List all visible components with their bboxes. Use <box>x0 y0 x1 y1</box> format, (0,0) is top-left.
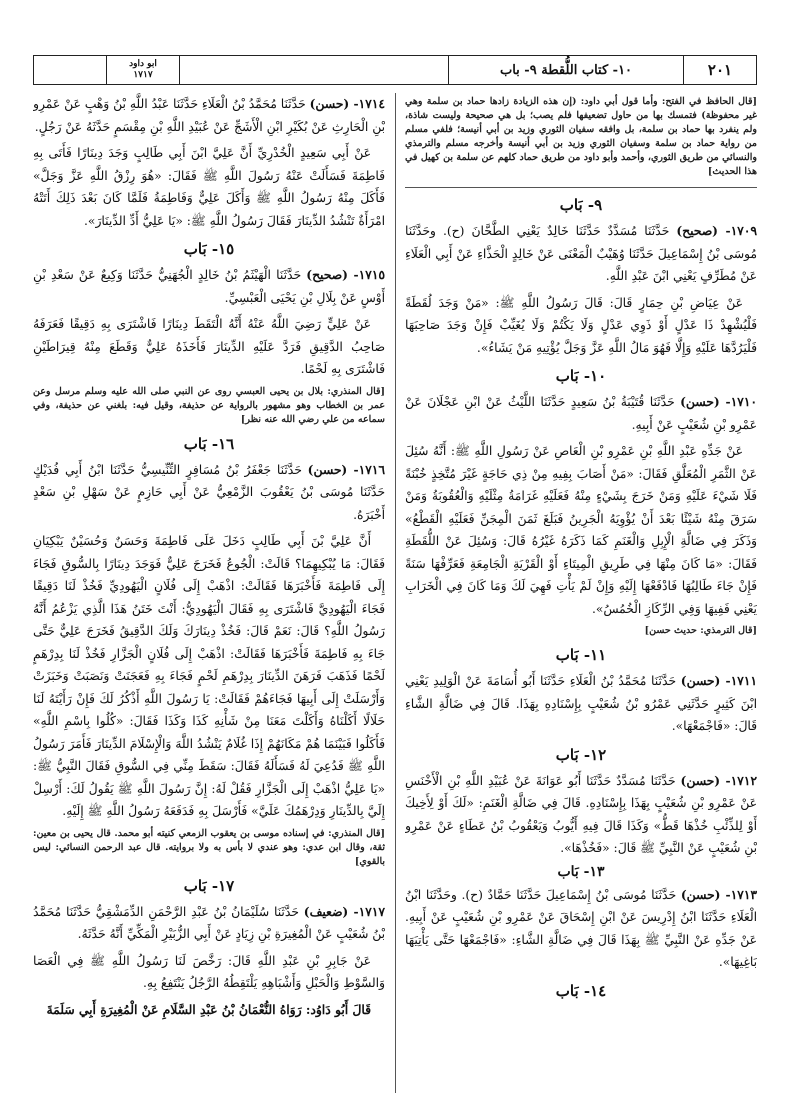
hadith-1712 <box>405 770 757 860</box>
source-name: ابو داود <box>129 59 157 69</box>
hadith-number: ١٧١٣- (حسن) <box>680 886 757 902</box>
chapter-title: ١٠- كتاب اللُّقطة ٩- باب <box>448 56 683 84</box>
hadith-text: عَنْ أَبِي سَعِيدٍ الْخُدْرِيِّ أَنَّ عَلِيَّ ابْنَ أَبِي طَالِبٍ وَجَدَ دِينَارًا فَأَتَى بِهِ فَاطِمَةَ فَسَأَلَتْ عَنْهُ رَسُولَ اللَّهِ ﷺ فَقَالَ: «هُوَ رِزْقُ اللَّهِ عَزَّ وَجَلَّ» فَأَكَلَ مِنْهُ رَسُولُ اللَّهِ ﷺ وَأَكَلَ عَلِيٌّ وَفَاطِمَةُ فَلَمَّا كَانَ بَعْدَ ذَلِكَ أَتَتْهُ امْرَأَةٌ تَنْشُدُ الدِّينَارَ فَقَالَ رَسُولُ اللَّهِ ﷺ: «يَا عَلِيُّ أَدِّ الدِّينَارَ». <box>33 146 385 228</box>
hadith-1717 <box>33 901 385 946</box>
right-column <box>405 93 757 1093</box>
footnote-mundhiri: [قال المنذري: بلال بن يحيى العبسي روى عن النبي صلى الله عليه وسلم مرسل وعن عمر بن الخطاب وهو مشهور بالرواية عن حذيفة، وقيل فيه: بلغني عن حذيفة، وفي سماعه من علي رضي الله عنه نظر] <box>33 385 385 425</box>
hadith-chain: حَدَّثَنَا سُلَيْمَانُ بْنُ عَبْدِ الرَّحْمَنِ الدِّمَشْقِيُّ حَدَّثَنَا مُحَمَّدُ بْنُ شُعَيْبٍ عَنْ الْمُغِيرَةِ بْنِ زِيَادٍ عَنْ أَبِي الزُّبَيْرِ الْمَكِّيِّ أَنَّهُ حَدَّثَهُ. <box>33 904 385 941</box>
chapter-heading-15: ١٥- بَاب <box>183 240 235 258</box>
page-header <box>33 55 757 85</box>
hadith-number: ١٧١٠- (حسن) <box>680 394 757 409</box>
hadith-number: ١٧١٢- (حسن) <box>680 772 757 788</box>
chapter-heading-17: ١٧- بَاب <box>183 876 235 895</box>
hadith-number: ١٧١٧- (ضعيف) <box>303 903 385 919</box>
hadith-text: عَنْ جَدِّهِ عَبْدِ اللَّهِ بْنِ عَمْرِو بْنِ الْعَاصِ عَنْ رَسُولِ اللَّهِ ﷺ: أَنَّهُ سُئِلَ عَنْ الثَّمَرِ الْمُعَلَّقِ فَقَالَ: «مَنْ أَصَابَ بِفِيهِ مِنْ ذِي حَاجَةٍ غَيْرَ مُتَّخِذٍ خُبْنَةً فَلَا شَيْءَ عَلَيْهِ وَمَنْ خَرَجَ بِشَيْءٍ مِنْهُ فَعَلَيْهِ غَرَامَةُ مِثْلَيْهِ وَالْعُقُوبَةُ وَمَنْ سَرَقَ مِنْهُ شَيْئًا بَعْدَ أَنْ يُؤْوِيَهُ الْجَرِينُ فَبَلَغَ ثَمَنَ الْمِجَنِّ فَعَلَيْهِ الْقَطْعُ» وَذَكَرَ فِي ضَالَّةِ الْإِبِلِ وَالْغَنَمِ كَمَا ذَكَرَهُ غَيْرُهُ قَالَ: وَسُئِلَ عَنْ اللُّقَطَةِ فَقَالَ: «مَا كَانَ مِنْهَا فِي طَرِيقِ الْمِيتَاءِ أَوْ الْقَرْيَةِ الْجَامِعَةِ فَعَرِّفْهَا سَنَةً فَإِنْ جَاءَ طَالِبُهَا فَادْفَعْهَا إِلَيْهِ وَإِنْ لَمْ يَأْتِ فَهِيَ لَكَ وَمَا كَانَ فِي الْخَرَابِ يَعْنِي فَفِيهَا وَفِي الرِّكَازِ الْخُمُسُ». <box>405 444 757 616</box>
chapter-heading-16: ١٦- بَاب <box>183 434 235 453</box>
hadith-chain: حَدَّثَنَا مُحَمَّدُ بْنُ الْعَلَاءِ حَدَّثَنَا عَبْدُ اللَّهِ بْنُ وَهْبٍ عَنْ عَمْرِو بْنِ الْحَارِثِ عَنْ بُكَيْرِ ابْنِ الْأَشَجِّ عَنْ عُبَيْدِ اللَّهِ بْنِ مِقْسَمٍ حَدَّثَهُ عَنْ رَجُلٍ. <box>33 97 385 134</box>
hadith-number: ١٧١٥- (صحيح) <box>306 267 385 282</box>
chapter-heading-10: ١٠- بَاب <box>555 367 607 385</box>
footnote-mundhiri-2: [قال المنذري: في إسناده موسى بن يعقوب الزمعي كنيته أبو محمد. قال يحيى بن معين: ثقة، وقال ابن عدي: وهو عندي لا بأس به ولا بروايته. قال عبد الرحمن النسائي: ليس بالقوي] <box>33 827 385 867</box>
footnote-tirmidhi: [قال الترمذي: حديث حسن] <box>644 625 757 636</box>
divider-rule <box>405 187 757 188</box>
hadith-1714 <box>33 93 385 138</box>
header-corner-cell <box>34 56 106 84</box>
chapter-heading-14: ١٤- بَاب <box>555 981 607 1000</box>
chapter-heading-11: ١١- بَاب <box>555 646 607 664</box>
source-number: ١٧١٧ <box>133 70 153 80</box>
hadith-1710 <box>405 391 757 436</box>
hadith-text: عَنْ جَابِرِ بْنِ عَبْدِ اللَّهِ قَالَ: رَخَّصَ لَنَا رَسُولُ اللَّهِ ﷺ فِي الْعَصَا وَالسَّوْطِ وَالْحَبْلِ وَأَشْبَاهِهِ يَلْتَقِطُهُ الرَّجُلُ يَنْتَفِعُ بِهِ. <box>33 953 385 990</box>
hadith-number: ١٧٠٩- (صحيح) <box>676 223 757 238</box>
hadith-chain: حَدَّثَنَا مُسَدَّدٌ حَدَّثَنَا أَبُو عَوَانَةَ عَنْ عُبَيْدِ اللَّهِ بْنِ الْأَخْنَسِ عَنْ عَمْرِو بْنِ شُعَيْبٍ بِهَذَا بِإِسْنَادِهِ. قَالَ فِي ضَالَّةِ الْغَنَمِ: «لَكَ أَوْ لِأَخِيكَ أَوْ لِلذِّئْبِ خُذْهَا قَطُّ» وَكَذَا قَالَ فِيهِ أَيُّوبُ وَيَعْقُوبُ بْنُ عَطَاءٍ عَنْ عَمْرِو بْنِ شُعَيْبٍ عَنْ النَّبِيِّ ﷺ قَالَ: «فَخُذْهَا». <box>405 773 757 855</box>
page-number: ٢٠١ <box>683 56 756 84</box>
hadith-text: أَنَّ عَلِيَّ بْنَ أَبِي طَالِبٍ دَخَلَ عَلَى فَاطِمَةَ وَحَسَنٌ وَحُسَيْنٌ يَبْكِيَانِ فَقَالَ: مَا يُبْكِيهِمَا؟ قَالَتْ: الْجُوعُ فَخَرَجَ عَلِيٌّ فَوَجَدَ دِينَارًا بِالسُّوقِ فَجَاءَ إِلَى فَاطِمَةَ فَأَخْبَرَهَا فَقَالَتْ: اذْهَبْ إِلَى فُلَانٍ الْيَهُودِيِّ فَخُذْ لَنَا دَقِيقًا فَجَاءَ الْيَهُودِيَّ فَاشْتَرَى بِهِ فَقَالَ الْيَهُودِيُّ: أَنْتَ خَتَنُ هَذَا الَّذِي يَزْعُمُ أَنَّهُ رَسُولُ اللَّهِ؟ قَالَ: نَعَمْ قَالَ: فَخُذْ دِينَارَكَ وَلَكَ الدَّقِيقُ فَخَرَجَ عَلِيٌّ حَتَّى جَاءَ بِهِ فَاطِمَةَ فَأَخْبَرَهَا فَقَالَتْ: اذْهَبْ إِلَى فُلَانٍ الْجَزَّارِ فَخُذْ لَنَا بِدِرْهَمٍ لَحْمًا فَذَهَبَ فَرَهَنَ الدِّينَارَ بِدِرْهَمِ لَحْمٍ فَجَاءَ بِهِ فَعَجَنَتْ وَنَصَبَتْ وَخَبَزَتْ وَأَرْسَلَتْ إِلَى أَبِيهَا فَجَاءَهُمْ فَقَالَتْ: يَا رَسُولَ اللَّهِ أَذْكُرُ لَكَ فَإِنْ رَأَيْتَهُ لَنَا حَلَالًا أَكَلْنَاهُ وَأَكَلْتَ مَعَنَا مِنْ شَأْنِهِ كَذَا وَكَذَا فَقَالَ: «كُلُوا بِاسْمِ اللَّهِ» فَأَكَلُوا فَبَيْنَمَا هُمْ مَكَانَهُمْ إِذَا غُلَامٌ يَنْشُدُ اللَّهَ وَالْإِسْلَامَ الدِّينَارَ فَأَمَرَ رَسُولُ اللَّهِ ﷺ فَدُعِيَ لَهُ فَسَأَلَهُ فَقَالَ: سَقَطَ مِنِّي فِي السُّوقِ فَقَالَ النَّبِيُّ ﷺ: «يَا عَلِيُّ اذْهَبْ إِلَى الْجَزَّارِ فَقُلْ لَهُ: إِنَّ رَسُولَ اللَّهِ ﷺ يَقُولُ لَكَ: أَرْسِلْ إِلَيَّ بِالدِّينَارِ وَدِرْهَمُكَ عَلَيَّ» فَأَرْسَلَ بِهِ فَدَفَعَهُ رَسُولُ اللَّهِ ﷺ إِلَيْهِ. <box>33 534 385 818</box>
hadith-comment: قَالَ أَبُو دَاوُد: رَوَاهُ النُّعْمَانُ بْنُ عَبْدِ السَّلَامِ عَنْ الْمُغِيرَةِ أَبِي سَلَمَةَ <box>46 1001 371 1017</box>
hadith-chain: حَدَّثَنَا مُسَدَّدٌ حَدَّثَنَا خَالِدٌ يَعْنِي الطَّحَّانَ (ح). وحَدَّثَنَا مُوسَى بْنُ إِسْمَاعِيلَ حَدَّثَنَا وُهَيْبٌ الْمَعْنَى عَنْ خَالِدٍ الْحَذَّاءِ عَنْ أَبِي الْعَلَاءِ عَنْ مُطَرِّفٍ يَعْنِي ابْنَ عَبْدِ اللَّهِ. <box>405 224 757 283</box>
hadith-1711 <box>405 670 757 738</box>
hadith-chain: حَدَّثَنَا مُوسَى بْنُ إِسْمَاعِيلَ حَدَّثَنَا حَمَّادٌ (ح). وحَدَّثَنَا ابْنُ الْعَلَاءِ حَدَّثَنَا ابْنُ إِدْرِيسَ عَنْ ابْنِ إِسْحَاقَ عَنْ عَمْرِو بْنِ شُعَيْبٍ عَنْ أَبِيهِ. عَنْ جَدِّهِ عَنْ النَّبِيِّ ﷺ بِهَذَا قَالَ فِي ضَالَّةِ الشَّاءِ: «فَاجْمَعْهَا حَتَّى يَأْتِيَهَا بَاغِيهَا». <box>405 887 757 969</box>
left-column <box>33 93 385 1093</box>
chapter-heading-12: ١٢- بَاب <box>555 745 607 764</box>
column-divider <box>395 93 396 1093</box>
hadith-1713 <box>405 884 757 974</box>
header-spacer <box>179 56 448 84</box>
hadith-1716 <box>33 459 385 527</box>
hadith-chain: حَدَّثَنَا مُحَمَّدُ بْنُ الْعَلَاءِ حَدَّثَنَا أَبُو أُسَامَةَ عَنْ الْوَلِيدِ يَعْنِي ابْنَ كَثِيرٍ حَدَّثَنِي عَمْرُو بْنُ شُعَيْبٍ بِإِسْنَادِهِ بِهَذَا. قَالَ فِي ضَالَّةِ الشَّاءِ قَالَ: «فَاجْمَعْهَا». <box>405 674 757 733</box>
chapter-heading-9: ٩- بَاب <box>559 196 603 214</box>
hadith-number: ١٧١٦- (حسن) <box>307 461 385 477</box>
hadith-text: عَنْ عَلِيٍّ رَضِيَ اللَّهُ عَنْهُ أَنَّهُ الْتَقَطَ دِينَارًا فَاشْتَرَى بِهِ دَقِيقًا فَعَرَفَهُ صَاحِبُ الدَّقِيقِ فَرَدَّ عَلَيْهِ الدِّينَارَ فَأَخَذَهُ عَلِيٌّ وَقَطَعَ مِنْهُ قِيرَاطَيْنِ فَاشْتَرَى بِهِ لَحْمًا. <box>33 317 385 376</box>
source-reference <box>106 56 179 84</box>
hadith-chain: حَدَّثَنَا قُتَيْبَةُ بْنُ سَعِيدٍ حَدَّثَنَا اللَّيْثُ عَنْ ابْنِ عَجْلَانَ عَنْ عَمْرِو بْنِ شُعَيْبٍ عَنْ أَبِيهِ. <box>405 395 757 432</box>
hadith-number: ١٧١١- (حسن) <box>680 673 757 688</box>
hadith-chain: حَدَّثَنَا الْهَيْثَمُ بْنُ خَالِدٍ الْجُهَنِيُّ حَدَّثَنَا وَكِيعٌ عَنْ سَعْدِ بْنِ أَوْسٍ عَنْ بِلَالِ بْنِ يَحْيَى الْعَبْسِيِّ. <box>33 268 385 305</box>
chapter-heading-13: ١٣- بَاب <box>557 863 605 880</box>
hadith-1709 <box>405 220 757 288</box>
hadith-number: ١٧١٤- (حسن) <box>309 96 385 111</box>
footnote-fath: [قال الحافظ في الفتح: وأما قول أبي داود: (إن هذه الزيادة زادها حماد بن سلمة وهي غير محفوظة) فتمسك بها من حاول تضعيفها فلم يصب؛ بل هي صحيحة وليست شاذة، ولم ينفرد بها حماد بن سلمة، بل وافقه سفيان الثوري وزيد بن أبي أنيسة؛ فلفي مسلم من رواية حماد بن سلمة وسفيان الثوري وزيد بن أبي أنيسة وأخرجه مسلم والترمذي والنسائي من طريق الثوري، وأحمد وأبو داود من طريق حماد كلهم عن سلمة بن كهيل في هذا الحديث] <box>405 96 757 177</box>
hadith-chain: حَدَّثَنَا جَعْفَرُ بْنُ مُسَافِرٍ التِّنِّيسِيُّ حَدَّثَنَا ابْنُ أَبِي فُدَيْكٍ حَدَّثَنَا مُوسَى بْنُ يَعْقُوبَ الزَّمْعِيُّ عَنْ أَبِي حَازِمٍ عَنْ سَهْلِ بْنِ سَعْدٍ أَخْبَرَهُ. <box>33 462 385 522</box>
book-page <box>33 55 757 1095</box>
hadith-1715 <box>33 264 385 309</box>
hadith-text: عَنْ عِيَاضِ بْنِ حِمَارٍ قَالَ: قَالَ رَسُولُ اللَّهِ ﷺ: «مَنْ وَجَدَ لُقَطَةً فَلْيُشْهِدْ ذَا عَدْلٍ أَوْ ذَوِي عَدْلٍ وَلَا يَكْتُمْ وَلَا يُغَيِّبْ فَإِنْ وَجَدَ صَاحِبَهَا فَلْيَرُدَّهَا عَلَيْهِ وَإِلَّا فَهُوَ مَالُ اللَّهِ عَزَّ وَجَلَّ يُؤْتِيهِ مَنْ يَشَاءُ». <box>405 295 757 355</box>
